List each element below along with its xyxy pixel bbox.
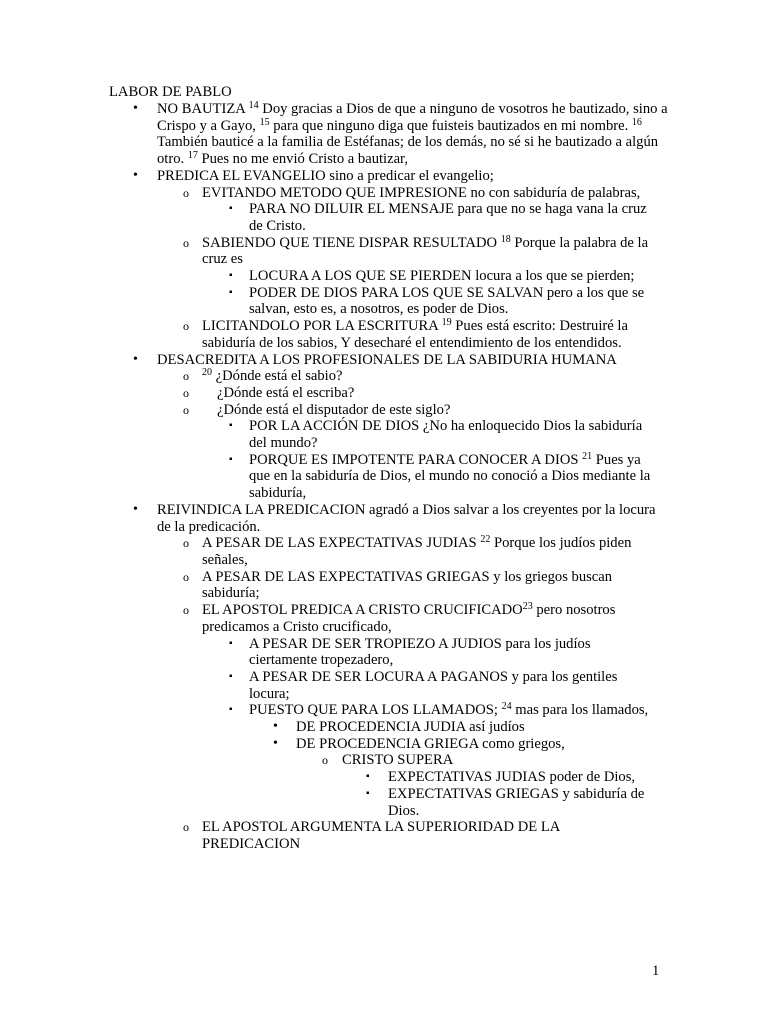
outline-item	[0, 452, 768, 502]
outline-item	[0, 769, 768, 786]
page-number: 1	[652, 963, 660, 979]
outline-item-text	[249, 418, 652, 451]
outline-item-text	[157, 502, 672, 535]
outline-item-text	[388, 786, 672, 819]
outline-item-text	[249, 636, 652, 669]
text-run: PREDICA EL EVANGELIO sino a predicar el evangelio;	[157, 167, 494, 184]
outline-item	[0, 101, 768, 168]
outline-item-text	[249, 669, 652, 702]
outline-list	[0, 101, 768, 853]
outline-item	[0, 352, 768, 369]
outline-item-text	[296, 719, 652, 736]
text-run: A PESAR DE LAS EXPECTATIVAS JUDIAS	[202, 535, 481, 552]
outline-item	[0, 368, 768, 385]
outline-item	[0, 185, 768, 202]
outline-item	[0, 502, 768, 535]
outline-item-text	[342, 752, 652, 769]
verse-number: 20	[202, 367, 212, 379]
text-run: LICITANDOLO POR LA ESCRITURA	[202, 318, 442, 335]
outline-item	[0, 201, 768, 234]
text-run: Pues está escrito: Destruiré la sabiduría de los sabios, Y desecharé el entendimiento de los entendidos.	[202, 318, 628, 351]
outline-item-text	[388, 769, 672, 786]
outline-item-text	[202, 368, 652, 385]
text-run: A PESAR DE SER LOCURA A PAGANOS y para los gentiles locura;	[249, 668, 618, 702]
text-run: A PESAR DE SER TROPIEZO A JUDIOS para los judíos ciertamente tropezadero,	[249, 635, 591, 669]
verse-number: 21	[582, 450, 593, 462]
outline-item	[0, 819, 768, 852]
outline-item	[0, 636, 768, 669]
text-run: Pues ya que en la sabiduría de Dios, el mundo no conoció a Dios mediante la sabiduría,	[249, 451, 651, 502]
text-run: EL APOSTOL ARGUMENTA LA SUPERIORIDAD DE LA PREDICACION	[202, 819, 560, 852]
verse-number: 22	[480, 534, 491, 546]
bullet-marker: •	[273, 735, 278, 751]
text-run: EXPECTATIVAS GRIEGAS y sabiduría de Dios.	[388, 785, 645, 819]
outline-item-text	[157, 168, 672, 185]
square-marker: ▪	[229, 270, 233, 282]
outline-item-text	[249, 285, 652, 318]
outline-item	[0, 669, 768, 702]
circle-marker: o	[183, 385, 189, 400]
outline-item-text	[249, 452, 652, 502]
outline-item-text	[249, 702, 652, 719]
circle-marker: o	[183, 820, 189, 835]
circle-marker: o	[183, 569, 189, 584]
square-marker: ▪	[229, 286, 233, 298]
text-run: PODER DE DIOS PARA LOS QUE SE SALVAN pero a los que se salvan, esto es, a nosotros, es poder de Dios.	[249, 284, 645, 318]
outline-item	[0, 786, 768, 819]
text-run: EL APOSTOL PREDICA A CRISTO CRUCIFICADO	[202, 602, 523, 619]
bullet-marker: •	[133, 351, 138, 367]
circle-marker: o	[183, 402, 189, 417]
text-run: ¿Dónde está el escriba?	[217, 384, 355, 401]
outline-item	[0, 385, 768, 402]
square-marker: ▪	[229, 637, 233, 649]
bullet-marker: •	[133, 501, 138, 517]
circle-marker: o	[183, 235, 189, 250]
outline-item-text	[217, 402, 652, 419]
text-run: ¿Dónde está el sabio?	[212, 368, 343, 385]
outline-item-text	[296, 736, 652, 753]
verse-number: 17	[187, 150, 198, 162]
verse-number: 16	[631, 116, 642, 128]
square-marker: ▪	[229, 420, 233, 432]
text-run: DE PROCEDENCIA GRIEGA como griegos,	[296, 735, 565, 752]
text-run: Porque los judíos piden señales,	[202, 535, 632, 568]
outline-item-text	[249, 268, 652, 285]
outline-item	[0, 719, 768, 736]
verse-number: 19	[441, 317, 452, 329]
text-run: REIVINDICA LA PREDICACION agradó a Dios salvar a los creyentes por la locura de la predicación.	[157, 501, 656, 535]
outline-item	[0, 318, 768, 351]
square-marker: ▪	[229, 704, 233, 716]
outline-item-text	[157, 352, 672, 369]
text-run: A PESAR DE LAS EXPECTATIVAS GRIEGAS y los griegos buscan sabiduría;	[202, 568, 613, 602]
outline-item-text	[202, 569, 652, 602]
outline-item-text	[202, 819, 652, 852]
outline-item	[0, 168, 768, 185]
text-run: También bauticé a la familia de Estéfanas; de los demás, no sé si he bautizado a algún otro.	[157, 134, 659, 168]
outline-item-text	[202, 602, 652, 635]
outline-item	[0, 602, 768, 635]
outline-item-text	[202, 535, 652, 568]
text-run: Porque la palabra de la cruz es	[202, 234, 649, 268]
outline-item	[0, 535, 768, 568]
text-run: SABIENDO QUE TIENE DISPAR RESULTADO	[202, 234, 501, 251]
circle-marker: o	[183, 185, 189, 200]
outline-item	[0, 752, 768, 769]
circle-marker: o	[183, 603, 189, 618]
text-run: pero nosotros predicamos a Cristo crucificado,	[202, 602, 616, 635]
outline-item-text	[202, 318, 652, 351]
outline-item	[0, 235, 768, 268]
text-run: para que ninguno diga que fuisteis bautizados en mi nombre.	[269, 117, 632, 134]
verse-number: 14	[248, 100, 259, 111]
text-run: EXPECTATIVAS JUDIAS poder de Dios,	[388, 769, 636, 786]
text-run: Pues no me envió Cristo a bautizar,	[197, 151, 408, 168]
text-run: DE PROCEDENCIA JUDIA así judíos	[296, 719, 525, 736]
text-run: ¿Dónde está el disputador de este siglo?	[217, 401, 451, 418]
circle-marker: o	[322, 753, 328, 768]
text-run: NO BAUTIZA	[157, 101, 249, 117]
bullet-marker: •	[133, 167, 138, 183]
circle-marker: o	[183, 536, 189, 551]
verse-number: 24	[501, 701, 512, 713]
outline-item	[0, 285, 768, 318]
verse-number: 15	[259, 116, 270, 128]
square-marker: ▪	[229, 670, 233, 682]
bullet-marker: •	[133, 101, 138, 116]
outline-item	[0, 736, 768, 753]
text-run: LOCURA A LOS QUE SE PIERDEN locura a los que se pierden;	[249, 268, 635, 285]
square-marker: ▪	[229, 203, 233, 215]
document-title: LABOR DE PABLO	[109, 84, 232, 100]
outline-item-text	[157, 101, 672, 168]
square-marker: ▪	[229, 453, 233, 465]
text-run: POR LA ACCIÓN DE DIOS ¿No ha enloquecido Dios la sabiduría del mundo?	[249, 418, 643, 452]
verse-number: 18	[500, 233, 511, 245]
square-marker: ▪	[366, 771, 370, 783]
bullet-marker: •	[273, 719, 278, 735]
square-marker: ▪	[366, 787, 370, 799]
outline-item	[0, 702, 768, 719]
circle-marker: o	[183, 319, 189, 334]
text-run: Doy gracias a Dios de que a ninguno de vosotros he bautizado, sino a Crispo y a Gayo,	[157, 101, 668, 134]
text-run: CRISTO SUPERA	[342, 752, 454, 769]
circle-marker: o	[183, 369, 189, 384]
outline-item	[0, 569, 768, 602]
text-run: PUESTO QUE PARA LOS LLAMADOS;	[249, 702, 502, 719]
outline-item-text	[202, 235, 652, 268]
outline-item-text	[249, 201, 652, 234]
text-run: PARA NO DILUIR EL MENSAJE para que no se haga vana la cruz de Cristo.	[249, 201, 647, 234]
outline-item-text	[202, 185, 652, 202]
outline-item-text	[217, 385, 652, 402]
outline-item	[0, 402, 768, 419]
text-run: PORQUE ES IMPOTENTE PARA CONOCER A DIOS	[249, 451, 583, 468]
outline-item	[0, 268, 768, 285]
outline-item	[0, 418, 768, 451]
text-run: mas para los llamados,	[511, 702, 649, 719]
text-run: EVITANDO METODO QUE IMPRESIONE no con sabiduría de palabras,	[202, 184, 641, 201]
verse-number: 23	[522, 601, 533, 613]
text-run: DESACREDITA A LOS PROFESIONALES DE LA SABIDURIA HUMANA	[157, 351, 617, 368]
